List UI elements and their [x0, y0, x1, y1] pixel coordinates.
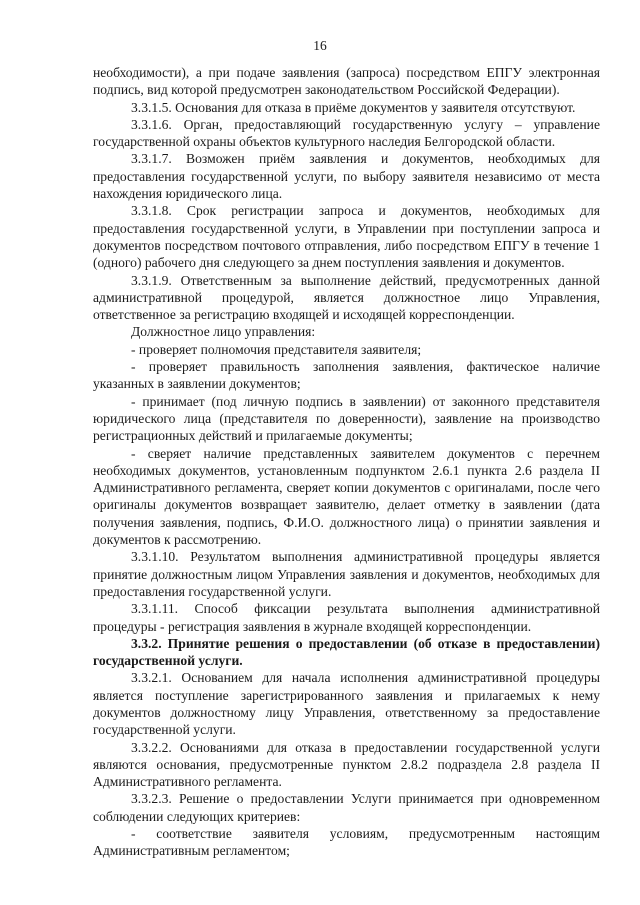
- list-item: - сверяет наличие представленных заявителем документов с перечнем необходимых документов, установленным подпунктом 2.6.1 пункта 2.6 раздела II Административного регламента, сверяет копии документов с оригиналами, после чего оригиналы документов возвращает заявителю, делает отметку в заявлении (дата получения заявления, подпись, Ф.И.О. должностного лица) о принятии заявления и документов к рассмотрению.: [93, 445, 600, 548]
- page-number: 16: [313, 38, 327, 53]
- list-item: - соответствие заявителя условиям, предусмотренным настоящим Административным регламентом;: [93, 826, 600, 859]
- paragraph: 3.3.1.8. Срок регистрации запроса и документов, необходимых для предоставления государственной услуги, в Управлении при поступлении запроса и документов посредством почтового отправления, либо посредством ЕПГУ в течение 1 (одного) рабочего дня следующего за днем поступления заявления и документов.: [93, 203, 600, 271]
- list-item: - принимает (под личную подпись в заявлении) от законного представителя юридического лица (представителя по доверенности), заявление на производство регистрационных действий и прилагаемые документы;: [93, 393, 600, 444]
- paragraph: 3.3.1.9. Ответственным за выполнение действий, предусмотренных данной административной процедурой, является должностное лицо Управления, ответственное за регистрацию входящей и исходящей корреспонденции.: [93, 272, 600, 323]
- paragraph: Должностное лицо управления:: [131, 324, 316, 340]
- section-heading: 3.3.2. Принятие решения о предоставлении (об отказе в предоставлении) государственной услуги.: [93, 635, 600, 669]
- paragraph: 3.3.2.3. Решение о предоставлении Услуги принимается при одновременном соблюдении следующих критериев:: [93, 791, 600, 824]
- paragraph: 3.3.2.1. Основанием для начала исполнения административной процедуры является поступление зарегистрированного заявления и прилагаемых к нему документов должностному лицу Управления, ответственному за предоставление государственной услуги.: [93, 670, 600, 738]
- paragraph: 3.3.1.11. Способ фиксации результата выполнения административной процедуры - регистрация заявления в журнале входящей корреспонденции.: [93, 601, 600, 634]
- paragraph: 3.3.1.10. Результатом выполнения административной процедуры является принятие должностным лицом Управления заявления и документов, необходимых для предоставления государственной услуги.: [93, 549, 600, 599]
- list-item: - проверяет правильность заполнения заявления, фактическое наличие указанных в заявлении документов;: [93, 359, 600, 392]
- list-item: - проверяет полномочия представителя заявителя;: [131, 341, 422, 357]
- document-body: [93, 64, 600, 860]
- paragraph: 3.3.1.5. Основания для отказа в приёме документов у заявителя отсутствуют.: [131, 99, 576, 115]
- paragraph: 3.3.1.7. Возможен приём заявления и документов, необходимых для предоставления государственной услуги, по выбору заявителя независимо от места нахождения юридического лица.: [93, 151, 600, 202]
- paragraph: 3.3.2.2. Основаниями для отказа в предоставлении государственной услуги являются основания, предусмотренные пунктом 2.8.2 подраздела 2.8 раздела II Административного регламента.: [93, 739, 600, 790]
- paragraph: 3.3.1.6. Орган, предоставляющий государственную услугу – управление государственной охраны объектов культурного наследия Белгородской области.: [93, 116, 600, 150]
- paragraph: необходимости), а при подаче заявления (запроса) посредством ЕПГУ электронная подпись, вид которой предусмотрен законодательством Российской Федерации).: [93, 65, 600, 98]
